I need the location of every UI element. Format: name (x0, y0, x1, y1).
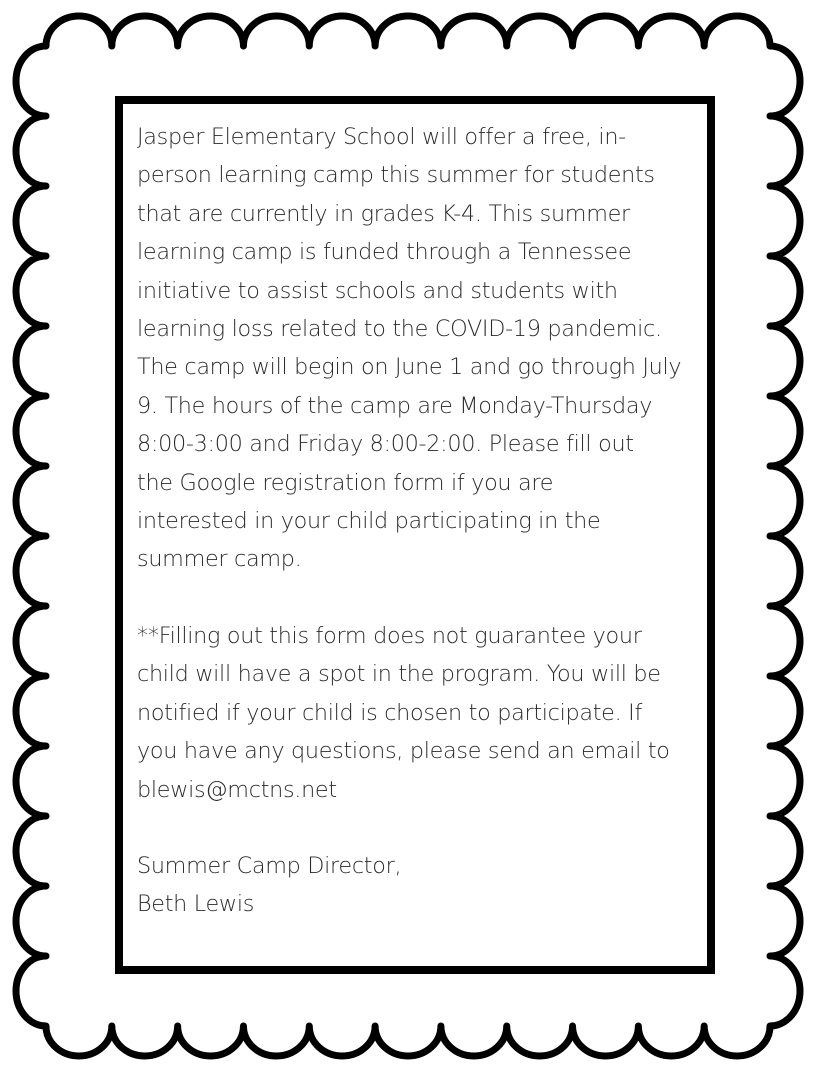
text-line: learning loss related to the COVID-19 pandemic. (137, 316, 662, 343)
text-line: you have any questions, please send an email to (137, 738, 670, 765)
signature-title: Summer Camp Director, (137, 852, 402, 879)
text-line: learning camp is funded through a Tennessee (137, 239, 632, 266)
text-line: interested in your child participating in the (137, 508, 601, 535)
letter-body (137, 118, 697, 924)
text-line: **Filling out this form does not guarantee your (137, 622, 642, 649)
text-line: the Google registration form if you are (137, 469, 554, 496)
text-line: notified if your child is chosen to participate. If (137, 699, 642, 726)
text-line: person learning camp this summer for students (137, 162, 655, 189)
text-line: child will have a spot in the program. You will be (137, 661, 661, 688)
contact-email[interactable]: blewis@mctns.net (137, 776, 337, 803)
text-line: Jasper Elementary School will offer a free, in- (137, 124, 626, 150)
text-line: 8:00-3:00 and Friday 8:00-2:00. Please fill out (137, 431, 634, 458)
disclaimer-paragraph (137, 617, 697, 809)
signature-block (137, 847, 697, 924)
signature-name: Beth Lewis (137, 891, 255, 918)
text-line: 9. The hours of the camp are Monday-Thursday (137, 392, 653, 419)
text-line: initiative to assist schools and students with (137, 277, 618, 304)
text-line: summer camp. (137, 546, 302, 573)
intro-paragraph (137, 118, 697, 579)
text-line: The camp will begin on June 1 and go through July (137, 354, 682, 381)
text-line: that are currently in grades K-4. This summer (137, 200, 630, 227)
